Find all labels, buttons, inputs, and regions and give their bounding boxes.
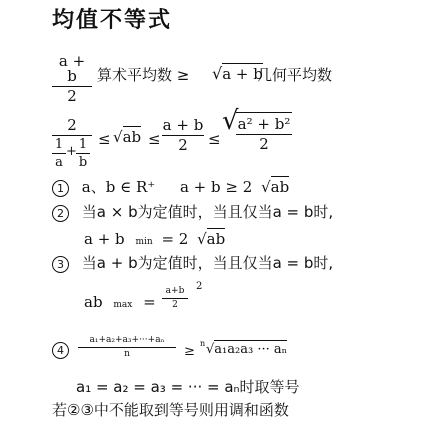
gm-radicand: ab	[122, 128, 142, 146]
item-1-condition: a、b ∈ R⁺	[81, 178, 156, 196]
fraction-bar	[52, 135, 92, 136]
item-4-marker	[52, 342, 69, 359]
item-3	[52, 256, 333, 273]
item-3-exponent: 2	[196, 281, 203, 292]
footer-note: 若②③中不能取到等号则用调和函数	[52, 401, 289, 419]
recip-b: 1 b	[76, 138, 90, 169]
subscript-min: min	[135, 237, 153, 247]
item-4-denominator: n	[124, 349, 130, 359]
am-fraction-chain: a + b 2	[162, 116, 204, 154]
am-fraction	[52, 54, 92, 104]
le-sign-1: ≤	[98, 130, 111, 148]
sqrt-icon: √	[222, 106, 239, 136]
sqrt-icon: √	[206, 342, 215, 357]
hm-numerator: 2	[67, 116, 77, 134]
am-label: 算术平均数 ≥	[97, 66, 190, 84]
qm-fraction: a² + b² 2	[236, 112, 292, 152]
item-3-formula-lhs: ab max =	[84, 293, 156, 311]
sqrt-icon: √	[197, 230, 207, 248]
circled-number-icon: 3	[52, 256, 69, 273]
item-3-text: 当a + b为定值时，当且仅当a = b时,	[81, 254, 334, 272]
item-4-fraction	[78, 336, 176, 359]
hm-denominator	[52, 138, 92, 172]
item-4-numerator: a₁+a₂+a₃+···+aₙ	[89, 335, 165, 345]
gm-radical-chain	[113, 130, 141, 145]
circled-number-icon: 2	[52, 205, 69, 222]
item-4-root-index: n	[200, 339, 206, 348]
sqrt-icon: √	[113, 128, 123, 146]
item-4-ge: ≥	[184, 344, 195, 359]
item-2-text: 当a × b为定值时，当且仅当a = b时,	[81, 203, 334, 221]
plus-sign: +	[66, 144, 77, 159]
gm-label: 几何平均数	[257, 66, 333, 84]
gm-radicand: a + b	[222, 65, 263, 83]
gm-radical	[212, 66, 263, 82]
hm-fraction	[52, 118, 92, 172]
am-denominator: 2	[67, 87, 77, 105]
page-title: 均值不等式	[52, 8, 173, 33]
item-3-fraction: a+b 2	[162, 287, 188, 310]
item-4-equality: a₁ = a₂ = a₃ = ··· = aₙ时取等号	[76, 378, 300, 396]
sqrt-icon: √	[212, 64, 223, 83]
item-2-formula: a + b min = 2 √ab	[84, 230, 226, 248]
am-numerator: a + b	[58, 52, 86, 85]
item-1-radicand: ab	[270, 178, 290, 196]
circled-number-icon: 4	[52, 342, 69, 359]
item-4-radicand: a₁a₂a₃ ··· aₙ	[214, 342, 288, 357]
le-sign-2: ≤	[148, 130, 161, 148]
recip-a: 1 a	[52, 138, 66, 169]
circled-number-icon: 1	[52, 180, 69, 197]
subscript-max: max	[113, 300, 133, 310]
item-1	[52, 180, 289, 197]
item-1-inequality: a + b ≥ 2	[179, 178, 253, 196]
le-sign-3: ≤	[208, 130, 221, 148]
item-2	[52, 205, 333, 222]
item-4-radical	[206, 343, 287, 356]
sqrt-icon: √	[261, 178, 271, 196]
